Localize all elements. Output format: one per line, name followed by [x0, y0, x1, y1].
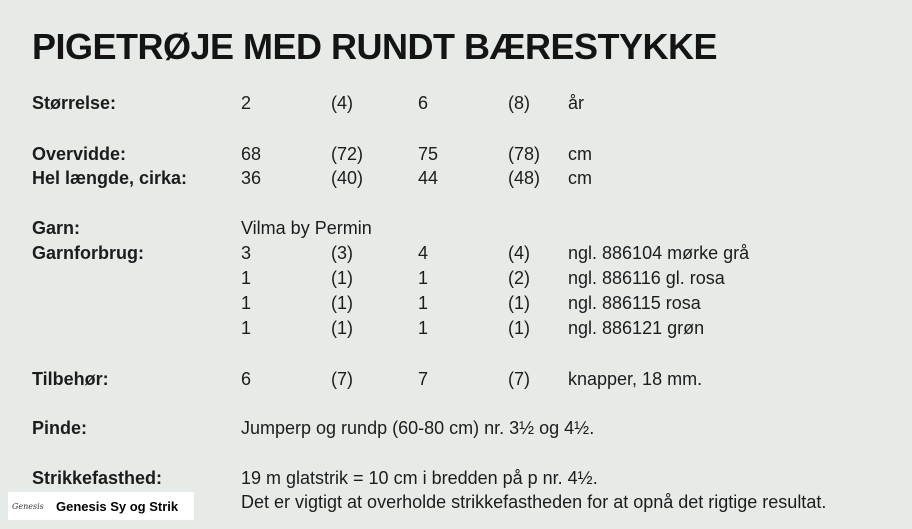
gauge-line: Det er vigtigt at overholde strikkefastheden for at opnå det rigtige resultat.	[241, 492, 827, 512]
yarn-row	[0, 216, 912, 240]
gauge-row	[0, 466, 912, 490]
genesis-logo	[8, 492, 194, 520]
yarn-usage-value: 1	[418, 318, 429, 338]
chest-value: (78)	[508, 144, 541, 164]
yarn-usage-desc: ngl. 886116 gl. rosa	[568, 268, 725, 288]
chest-value: 68	[241, 144, 262, 164]
genesis-logo-name: Genesis Sy og Strik	[56, 498, 179, 514]
chest-label: Overvidde:	[32, 144, 127, 164]
chest-value: (72)	[331, 144, 364, 164]
length-unit: cm	[568, 168, 592, 188]
size-value: 6	[418, 93, 429, 113]
yarn-usage-value: (1)	[508, 318, 530, 338]
yarn-usage-desc: ngl. 886121 grøn	[568, 318, 705, 338]
accessories-desc: knapper, 18 mm.	[568, 369, 703, 389]
accessories-label: Tilbehør:	[32, 369, 109, 389]
chest-row	[0, 142, 912, 166]
yarn-usage-value: 3	[241, 243, 252, 263]
yarn-usage-row	[0, 241, 912, 265]
yarn-usage-desc: ngl. 886104 mørke grå	[568, 243, 750, 263]
length-value: (40)	[331, 168, 364, 188]
length-row	[0, 166, 912, 190]
yarn-usage-value: (3)	[331, 243, 353, 263]
yarn-usage-value: 1	[241, 318, 252, 338]
yarn-usage-value: 1	[418, 293, 429, 313]
size-row	[0, 91, 912, 115]
length-value: 44	[418, 168, 439, 188]
yarn-usage-value: (1)	[331, 318, 353, 338]
yarn-usage-value: (1)	[508, 293, 530, 313]
page-title: PIGETRØJE MED RUNDT BÆRESTYKKE	[32, 26, 718, 67]
accessories-value: 7	[418, 369, 429, 389]
genesis-logo-mark: Genesis	[12, 501, 44, 511]
size-value: (8)	[508, 93, 530, 113]
yarn-usage-value: (1)	[331, 293, 353, 313]
length-label: Hel længde, cirka:	[32, 168, 188, 188]
gauge-label: Strikkefasthed:	[32, 468, 163, 488]
size-value: (4)	[331, 93, 353, 113]
chest-unit: cm	[568, 144, 592, 164]
yarn-usage-value: (1)	[331, 268, 353, 288]
needles-value: Jumperp og rundp (60-80 cm) nr. 3½ og 4½.	[241, 418, 595, 438]
size-value: 2	[241, 93, 252, 113]
yarn-usage-value: 1	[241, 268, 252, 288]
yarn-usage-value: 4	[418, 243, 429, 263]
yarn-usage-row	[0, 291, 912, 315]
yarn-usage-row	[0, 266, 912, 290]
gauge-line: 19 m glatstrik = 10 cm i bredden på p nr. 4½.	[241, 468, 598, 488]
size-unit: år	[568, 93, 585, 113]
length-value: (48)	[508, 168, 541, 188]
accessories-value: (7)	[508, 369, 530, 389]
accessories-value: (7)	[331, 369, 353, 389]
yarn-usage-row	[0, 316, 912, 340]
needles-row	[0, 416, 912, 440]
yarn-usage-value: 1	[241, 293, 252, 313]
yarn-value: Vilma by Permin	[241, 218, 372, 238]
yarn-usage-value: (2)	[508, 268, 530, 288]
yarn-usage-value: 1	[418, 268, 429, 288]
length-value: 36	[241, 168, 262, 188]
yarn-usage-desc: ngl. 886115 rosa	[568, 293, 701, 313]
yarn-usage-label: Garnforbrug:	[32, 243, 144, 263]
needles-label: Pinde:	[32, 418, 88, 438]
chest-value: 75	[418, 144, 439, 164]
accessories-value: 6	[241, 369, 252, 389]
size-label: Størrelse:	[32, 93, 117, 113]
yarn-usage-value: (4)	[508, 243, 530, 263]
yarn-label: Garn:	[32, 218, 81, 238]
accessories-row	[0, 367, 912, 391]
